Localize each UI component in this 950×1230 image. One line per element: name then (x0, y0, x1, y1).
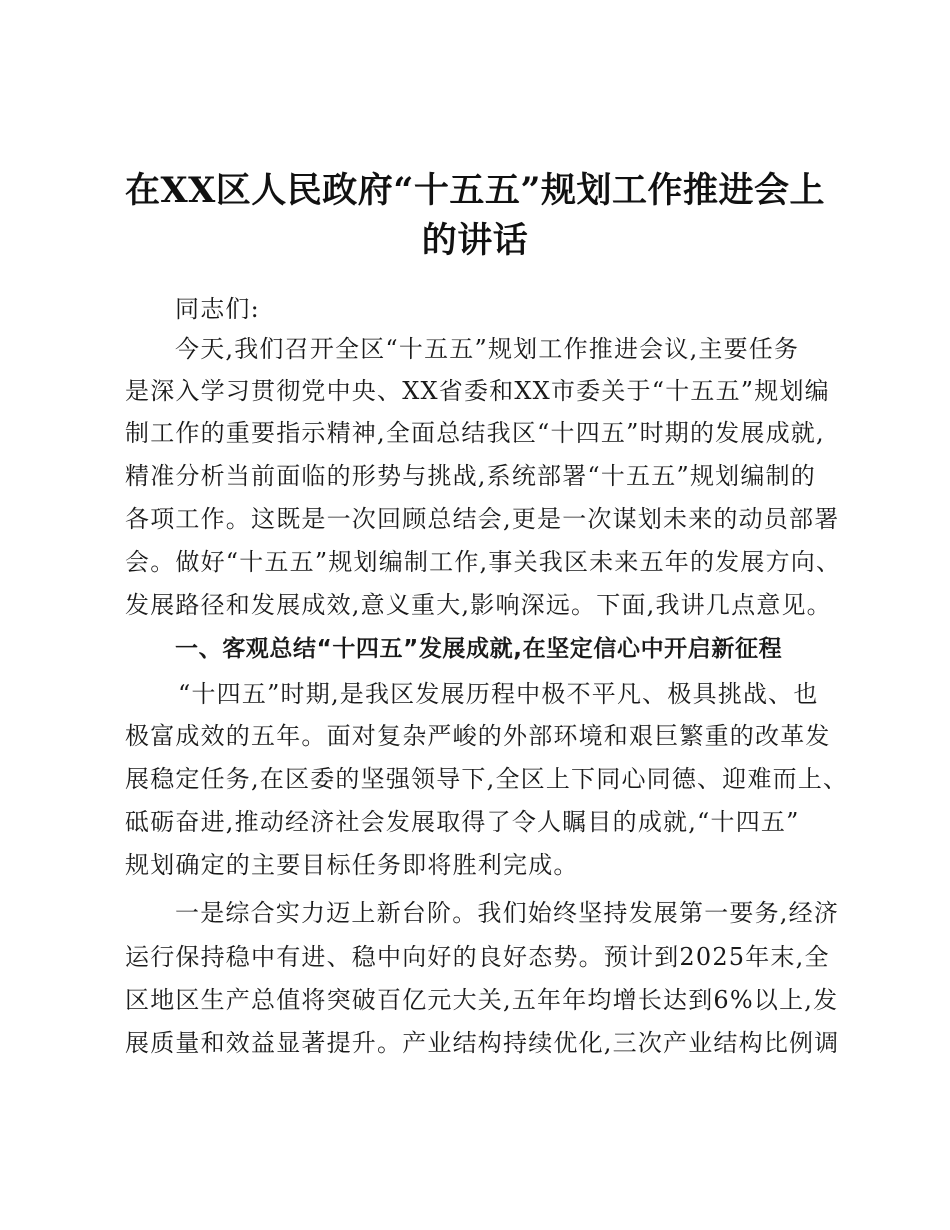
paragraph-1-line: 精准分析当前面临的形势与挑战,系统部署“十五五”规划编制的 (125, 462, 816, 490)
section-heading-1: 一、客观总结“十四五”发展成就,在坚定信心中开启新征程 (175, 636, 783, 662)
paragraph-2-line: 规划确定的主要目标任务即将胜利完成。 (125, 851, 579, 879)
paragraph-3-line: 展质量和效益显著提升。产业结构持续优化,三次产业结构比例调 (125, 1029, 840, 1057)
document-title-line-2: 的讲话 (421, 220, 529, 261)
paragraph-1-line: 发展路径和发展成效,意义重大,影响深远。下面,我讲几点意见。 (125, 591, 832, 619)
paragraph-1-line: 今天,我们召开全区“十五五”规划工作推进会议,主要任务 (175, 335, 800, 363)
salutation: 同志们: (175, 295, 260, 323)
paragraph-3-line: 运行保持稳中有进、稳中向好的良好态势。预计到2025年末,全 (125, 943, 830, 971)
paragraph-2-line: 砥砺奋进,推动经济社会发展取得了令人瞩目的成就,“十四五” (125, 808, 800, 836)
paragraph-1-line: 会。做好“十五五”规划编制工作,事关我区未来五年的发展方向、 (125, 548, 842, 576)
paragraph-1-line: 各项工作。这既是一次回顾总结会,更是一次谋划未来的动员部署 (125, 505, 840, 533)
document-title-line-1: 在XX区人民政府“十五五”规划工作推进会上 (124, 170, 826, 211)
paragraph-1-line: 是深入学习贯彻党中央、XX省委和XX市委关于“十五五”规划编 (125, 377, 830, 405)
paragraph-2-line: 极富成效的五年。面对复杂严峻的外部环境和艰巨繁重的改革发 (125, 722, 831, 750)
paragraph-2-line: “十四五”时期,是我区发展历程中极不平凡、极具挑战、也 (178, 680, 819, 708)
paragraph-3-line: 一是综合实力迈上新台阶。我们始终坚持发展第一要务,经济 (175, 899, 840, 927)
paragraph-3-line: 区地区生产总值将突破百亿元大关,五年年均增长达到6%以上,发 (125, 986, 839, 1014)
paragraph-1-line: 制工作的重要指示精神,全面总结我区“十四五”时期的发展成就, (125, 419, 825, 447)
paragraph-2-line: 展稳定任务,在区委的坚强领导下,全区上下同心同德、迎难而上、 (125, 765, 849, 793)
